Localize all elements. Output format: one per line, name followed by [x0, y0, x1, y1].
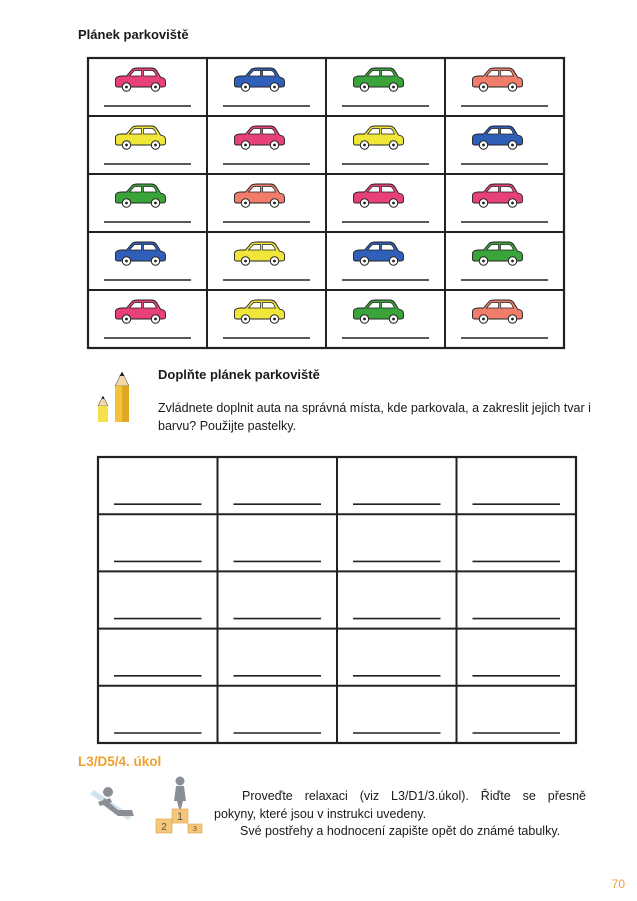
- task-code: L3/D5/4. úkol: [78, 754, 162, 769]
- relax-line-2: pokyny, které jsou v instrukci uvedeny.: [214, 807, 427, 821]
- car-icon: [116, 242, 166, 265]
- podium-second: 2: [161, 822, 167, 833]
- podium-first: 1: [176, 811, 184, 823]
- car-icon: [116, 126, 166, 149]
- task-instruction: Zvládnete doplnit auta na správná místa, kde parkovala, a zakreslit jejich tvar i barvu? Použijte pastelky.: [158, 401, 591, 433]
- car-icon: [116, 68, 166, 91]
- car-icon: [354, 300, 404, 323]
- relaxing-person-icon: [88, 780, 148, 828]
- car-icon: [354, 126, 404, 149]
- task-heading: Doplňte plánek parkoviště: [158, 367, 320, 382]
- car-icon: [354, 184, 404, 207]
- parking-plan-grid: [88, 58, 564, 348]
- car-icon: [473, 242, 523, 265]
- car-icon: [235, 184, 285, 207]
- car-icon: [235, 242, 285, 265]
- car-icon: [116, 184, 166, 207]
- page-number: 70: [611, 877, 625, 891]
- car-icon: [473, 68, 523, 91]
- car-icon: [235, 68, 285, 91]
- empty-parking-plan-grid: [98, 457, 576, 743]
- car-icon: [116, 300, 166, 323]
- page-title: Plánek parkoviště: [78, 27, 189, 42]
- pencil-icon: [96, 368, 138, 424]
- car-icon: [473, 126, 523, 149]
- car-icon: [235, 126, 285, 149]
- car-icon: [235, 300, 285, 323]
- relax-line-1: Proveďte relaxaci (viz L3/D1/3.úkol). Řiďte se přesně: [242, 789, 586, 803]
- podium-third: 3: [193, 826, 197, 833]
- relax-line-3: Své postřehy a hodnocení zapište opět do známé tabulky.: [240, 824, 561, 838]
- car-icon: [473, 300, 523, 323]
- car-icon: [354, 68, 404, 91]
- podium-icon: [150, 775, 210, 837]
- car-icon: [354, 242, 404, 265]
- relax-instruction: [214, 787, 586, 823]
- car-icon: [473, 184, 523, 207]
